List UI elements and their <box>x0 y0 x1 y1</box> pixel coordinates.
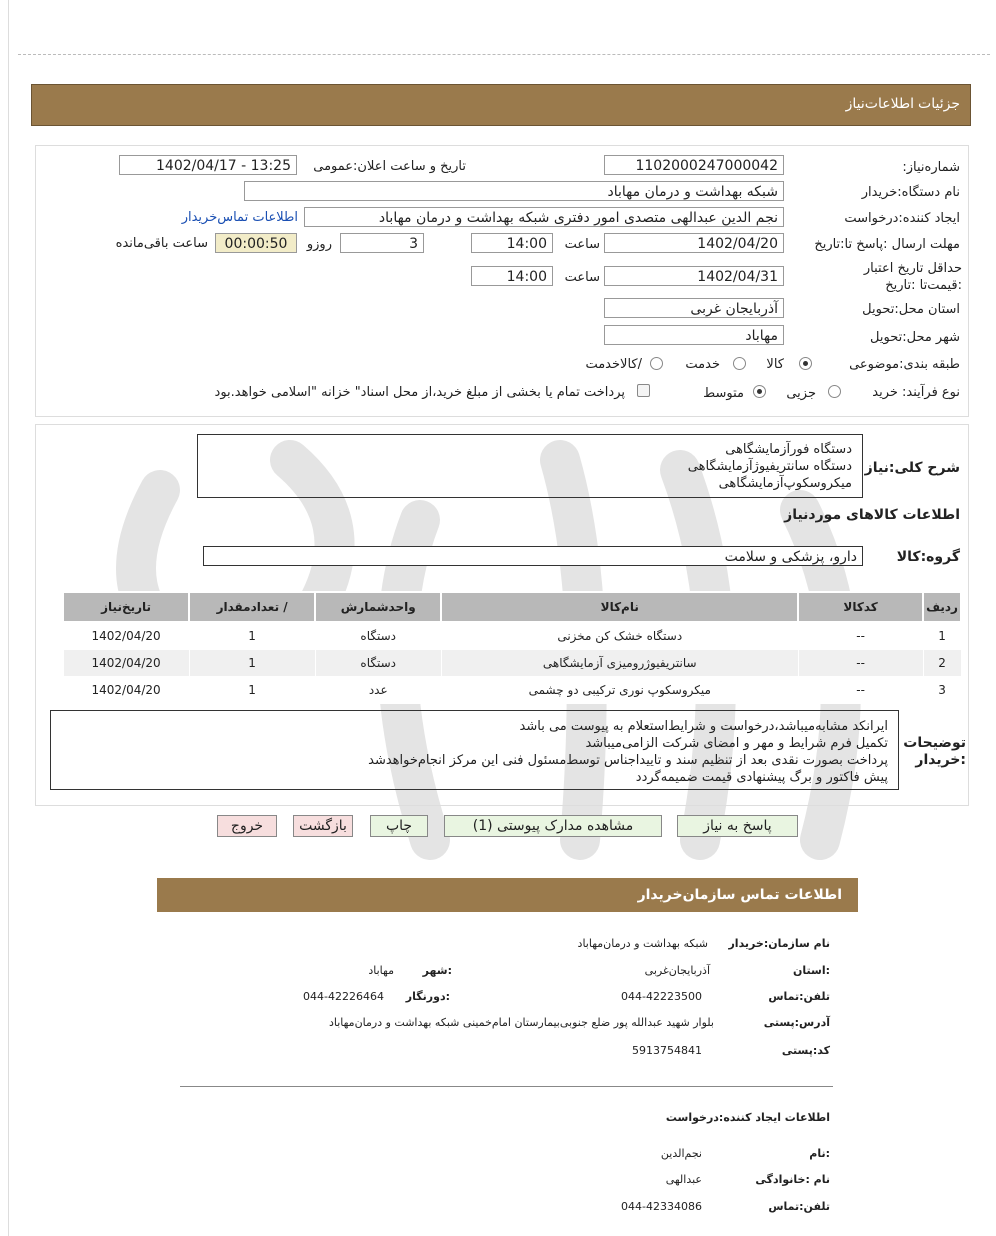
cell-code: -- <box>798 677 923 704</box>
category-label: طبقه بندی:موضوعی <box>849 357 960 372</box>
city-label: شهر محل:تحویل <box>870 330 960 345</box>
contact-address-label: آدرس:پستی <box>763 1016 830 1029</box>
buyer-notes-box <box>50 710 899 790</box>
creator-phone-value: 044-42334086 <box>621 1200 702 1213</box>
process-medium-label: متوسط <box>703 386 744 401</box>
province-field: آذربایجان غربی <box>604 298 784 318</box>
cell-index: 3 <box>923 677 961 704</box>
creator-family-label: نام :خانوادگی <box>755 1173 830 1186</box>
respond-button[interactable]: پاسخ به نیاز <box>677 815 798 837</box>
cell-name: سانتریفیوژرومیزی آزمایشگاهی <box>441 650 798 677</box>
cell-code: -- <box>798 622 923 650</box>
table-row <box>63 677 961 704</box>
cell-unit: عدد <box>315 677 441 704</box>
days-field: 3 <box>340 233 424 253</box>
table-row <box>63 622 961 650</box>
buyer-contact-link[interactable]: اطلاعات تماس‌خریدار <box>181 210 298 225</box>
column-header: / تعدادمقدار <box>189 592 315 622</box>
cell-index: 2 <box>923 650 961 677</box>
buyer-org-label: نام دستگاه:خریدار <box>861 185 960 200</box>
treasury-payment-checkbox[interactable] <box>637 384 650 397</box>
column-header: نام‌کالا <box>441 592 798 622</box>
contact-phone-label: تلفن:تماس <box>768 990 830 1003</box>
creator-name-value: نجم‌الدین <box>660 1147 702 1160</box>
category-service-radio[interactable] <box>733 357 746 370</box>
process-partial-label: جزیی <box>786 386 816 401</box>
days-label: روزو <box>306 237 332 252</box>
remaining-label: ساعت باقی‌مانده <box>115 236 208 251</box>
left-border <box>8 0 9 1236</box>
contact-fax-value: 044-42226464 <box>303 990 384 1003</box>
deadline-time-label: ساعت <box>564 237 600 252</box>
tab-details[interactable]: جزئیات <box>918 96 960 112</box>
category-goods-label: کالا <box>766 357 784 372</box>
cell-quantity: 1 <box>189 650 315 677</box>
contact-address-value: بلوار شهید عبدالله پور ضلع جنوبی‌بیمارستان امام‌خمینی شبکه بهداشت و درمان‌مهاباد <box>328 1016 714 1029</box>
process-partial-radio[interactable] <box>828 385 841 398</box>
creator-phone-label: تلفن:تماس <box>768 1200 830 1213</box>
announce-datetime-field: 1402/04/17 - 13:25 <box>119 155 297 175</box>
validity-date-field: 1402/04/31 <box>604 266 784 286</box>
requester-field: نجم الدین عبدالهی متصدی امور دفتری شبکه بهداشت و درمان مهاباد <box>304 207 784 227</box>
deadline-label: مهلت ارسال :پاسخ تا:تاریخ <box>814 237 960 252</box>
creator-info-title: اطلاعات ایجاد کننده:درخواست <box>665 1111 830 1124</box>
category-service-label: خدمت <box>685 357 720 372</box>
contact-fax-label: :دورنگار <box>405 990 450 1003</box>
goods-info-title: اطلاعات کالاهای موردنیاز <box>784 507 960 523</box>
cell-code: -- <box>798 650 923 677</box>
need-number-label: شماره‌نیاز: <box>902 160 960 175</box>
cell-unit: دستگاه <box>315 650 441 677</box>
need-number-field: 1102000247000042 <box>604 155 784 175</box>
need-summary-box <box>197 434 863 498</box>
province-label: استان محل:تحویل <box>862 302 960 317</box>
goods-table <box>62 591 962 704</box>
buyer-org-field: شبکه بهداشت و درمان مهاباد <box>244 181 784 201</box>
purchase-type-label: نوع فرآیند: خرید <box>872 385 960 400</box>
contact-province-label: :استان <box>793 964 830 977</box>
validity-label: حداقل تاریخ اعتبار :قیمت‌تا :تاریخ <box>863 261 962 293</box>
category-goods-service-radio[interactable] <box>650 357 663 370</box>
cell-date: 1402/04/20 <box>63 650 189 677</box>
cell-unit: دستگاه <box>315 622 441 650</box>
cell-name: میکروسکوپ نوری ترکیبی دو چشمی <box>441 677 798 704</box>
cell-quantity: 1 <box>189 677 315 704</box>
deadline-time-field: 14:00 <box>471 233 553 253</box>
cell-index: 1 <box>923 622 961 650</box>
need-summary-label: شرح کلی:نیاز <box>864 460 960 476</box>
city-field: مهاباد <box>604 325 784 345</box>
cell-name: دستگاه خشک کن مخزنی <box>441 622 798 650</box>
table-header-row <box>63 592 961 622</box>
creator-name-label: :نام <box>809 1147 830 1160</box>
contact-divider <box>180 1086 833 1087</box>
buyer-notes-label: توضیحات :خریدار <box>903 735 966 768</box>
validity-time-field: 14:00 <box>471 266 553 286</box>
contact-org-label: نام سازمان:خریدار <box>728 937 830 950</box>
category-goods-radio[interactable] <box>799 357 812 370</box>
buyer-contact-title: اطلاعات تماس سازمان‌خریدار <box>637 887 842 903</box>
cell-date: 1402/04/20 <box>63 622 189 650</box>
contact-city-value: مهاباد <box>368 964 394 977</box>
cell-date: 1402/04/20 <box>63 677 189 704</box>
buyer-contact-header <box>157 878 858 912</box>
requester-label: ایجاد کننده:درخواست <box>844 211 960 226</box>
contact-city-label: :شهر <box>422 964 452 977</box>
category-goods-service-label: /کالاخدمت <box>585 357 642 372</box>
deadline-date-field: 1402/04/20 <box>604 233 784 253</box>
contact-phone-value: 044-42223500 <box>621 990 702 1003</box>
announce-label: تاریخ و ساعت اعلان:عمومی <box>313 159 466 174</box>
details-header <box>31 84 971 126</box>
cell-quantity: 1 <box>189 622 315 650</box>
exit-button[interactable]: خروج <box>217 815 277 837</box>
print-button[interactable]: چاپ <box>370 815 428 837</box>
tab-need-info[interactable]: اطلاعات‌نیاز <box>845 96 914 112</box>
note-line: پرداخت بصورت نقدی بعد از تنظیم سند و تاییداجناس توسط‌مسئول فنی این مرکز انجام‌خواهدشد <box>368 753 888 768</box>
column-header: واحدشمارش <box>315 592 441 622</box>
column-header: کدکالا <box>798 592 923 622</box>
note-line: پیش فاکتور و برگ پیشنهادی قیمت ضمیمه‌گردد <box>635 770 888 785</box>
back-button[interactable]: بازگشت <box>293 815 353 837</box>
contact-org-value: شبکه بهداشت و درمان‌مهاباد <box>577 937 708 950</box>
contact-postal-label: کد:پستی <box>781 1044 830 1057</box>
remaining-timer: 00:00:50 <box>215 233 297 253</box>
column-header: ردیف <box>923 592 961 622</box>
summary-line: دستگاه فورآزمایشگاهی <box>725 442 852 457</box>
contact-postal-value: 5913754841 <box>632 1044 702 1057</box>
top-divider <box>18 54 990 55</box>
column-header: تاریخ‌نیاز <box>63 592 189 622</box>
summary-line: میکروسکوپ‌آزمایشگاهی <box>718 476 852 491</box>
creator-family-value: عبدالهی <box>665 1173 702 1186</box>
goods-group-label: گروه:کالا <box>896 549 960 565</box>
goods-group-field: دارو، پزشکی و سلامت <box>203 546 863 566</box>
note-line: ایرانکد مشابه‌میباشد،درخواست و شرایط‌استعلام به پیوست می باشد <box>519 719 888 734</box>
treasury-payment-note: پرداخت تمام یا بخشی از مبلغ خرید،از محل اسناد" خزانه "اسلامی خواهد.بود <box>214 385 625 400</box>
contact-province-value: آذربایجان‌غربی <box>644 964 710 977</box>
process-medium-radio[interactable] <box>753 385 766 398</box>
attachments-button[interactable]: مشاهده مدارک پیوستی (1) <box>444 815 662 837</box>
validity-time-label: ساعت <box>564 270 600 285</box>
note-line: تکمیل فرم شرایط و مهر و امضای شرکت الزامی‌میباشد <box>585 736 888 751</box>
table-row <box>63 650 961 677</box>
summary-line: دستگاه سانتریفیوژآزمایشگاهی <box>687 459 852 474</box>
